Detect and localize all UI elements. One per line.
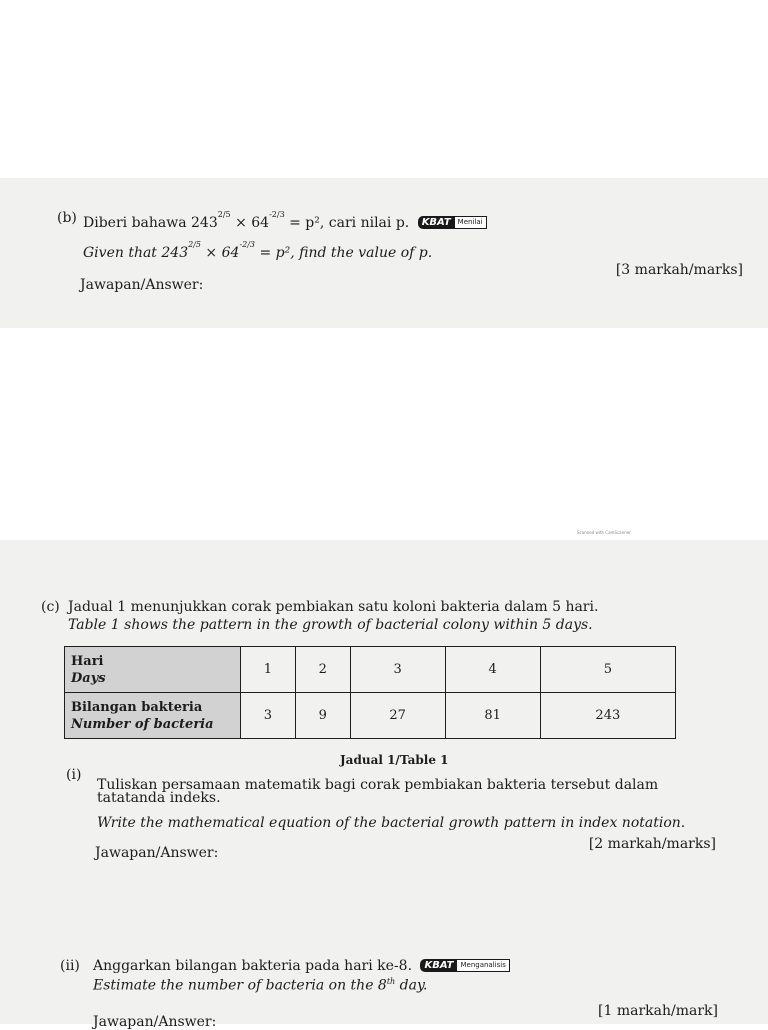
days-header <box>65 647 241 693</box>
day-cell: 2 <box>295 647 350 693</box>
day-cell: 3 <box>350 647 445 693</box>
sub-ii-marks: [1 markah/mark] <box>598 1003 718 1019</box>
days-header-ms: Hari <box>71 653 104 669</box>
sub-ii-en-suffix: day. <box>395 977 428 994</box>
table-caption: Jadual 1/Table 1 <box>340 753 449 767</box>
sub-ii-answer-label: Jawapan/Answer: <box>93 1014 217 1030</box>
bacteria-cell: 81 <box>445 693 540 739</box>
bacteria-table <box>64 646 676 739</box>
part-b-question-en <box>83 240 432 261</box>
part-c-text-ms: Jadual 1 menunjukkan corak pembiakan satu koloni bakteria dalam 5 hari. <box>68 599 599 615</box>
day-cell: 5 <box>540 647 675 693</box>
sub-ii-en <box>93 977 427 994</box>
part-b-question-ms <box>83 210 487 231</box>
kbat-badge-menilai <box>418 216 487 229</box>
day-cell: 1 <box>241 647 296 693</box>
bacteria-cell: 9 <box>295 693 350 739</box>
sub-ii-ms <box>93 958 510 974</box>
part-c-label: (c) <box>41 599 60 615</box>
sub-i-answer-label: Jawapan/Answer: <box>95 845 219 861</box>
bacteria-header <box>65 693 241 739</box>
exponent-2-5: 2/5 <box>217 210 231 219</box>
sub-ii-label: (ii) <box>60 958 80 974</box>
kbat-label: KBAT <box>420 959 457 972</box>
exponent-neg-2-3-en: -2/3 <box>239 240 256 249</box>
part-b-ms-prefix: Diberi bahawa 243 <box>83 215 218 231</box>
bacteria-header-en: Number of bacteria <box>71 716 214 732</box>
part-b-ms-suffix: = p², cari nilai p. <box>284 215 410 231</box>
scanner-watermark: Scanned with CamScanner <box>577 530 631 535</box>
sub-ii-en-sup: th <box>386 977 396 986</box>
sub-i-en: Write the mathematical equation of the bacterial growth pattern in index notation. <box>97 815 686 831</box>
kbat-badge-menganalisis <box>420 959 509 972</box>
exponent-neg-2-3: -2/3 <box>269 210 285 219</box>
part-b-answer-label: Jawapan/Answer: <box>80 277 204 293</box>
sub-i-label: (i) <box>66 767 82 783</box>
part-c-text-en: Table 1 shows the pattern in the growth of bacterial colony within 5 days. <box>68 617 593 633</box>
sub-i-ms-line2: tatatanda indeks. <box>97 790 221 806</box>
sub-ii-ms-text: Anggarkan bilangan bakteria pada hari ke-8. <box>93 958 413 974</box>
kbat-label: KBAT <box>418 216 455 229</box>
day-cell: 4 <box>445 647 540 693</box>
part-b-marks: [3 markah/marks] <box>615 262 743 278</box>
sub-i-marks: [2 markah/marks] <box>588 836 716 852</box>
part-b-label: (b) <box>57 210 77 226</box>
kbat-tag: Menilai <box>455 216 487 229</box>
sub-ii-en-prefix: Estimate the number of bacteria on the 8 <box>93 977 387 994</box>
part-b-ms-mid: × 64 <box>230 215 270 231</box>
table-row-bacteria <box>65 693 676 739</box>
bacteria-cell: 3 <box>241 693 296 739</box>
sub-i-ms-line1: Tuliskan persamaan matematik bagi corak pembiakan bakteria tersebut dalam <box>97 777 659 793</box>
bacteria-cell: 27 <box>350 693 445 739</box>
kbat-tag: Menganalisis <box>457 959 509 972</box>
table-row-days <box>65 647 676 693</box>
part-b-en-mid: × 64 <box>200 245 240 261</box>
bacteria-header-ms: Bilangan bakteria <box>71 699 203 715</box>
days-header-en: Days <box>71 670 106 686</box>
part-b-en-prefix: Given that 243 <box>83 245 189 261</box>
exponent-2-5-en: 2/5 <box>188 240 201 249</box>
bacteria-cell: 243 <box>540 693 675 739</box>
part-b-en-suffix: = p², find the value of p. <box>255 245 433 261</box>
